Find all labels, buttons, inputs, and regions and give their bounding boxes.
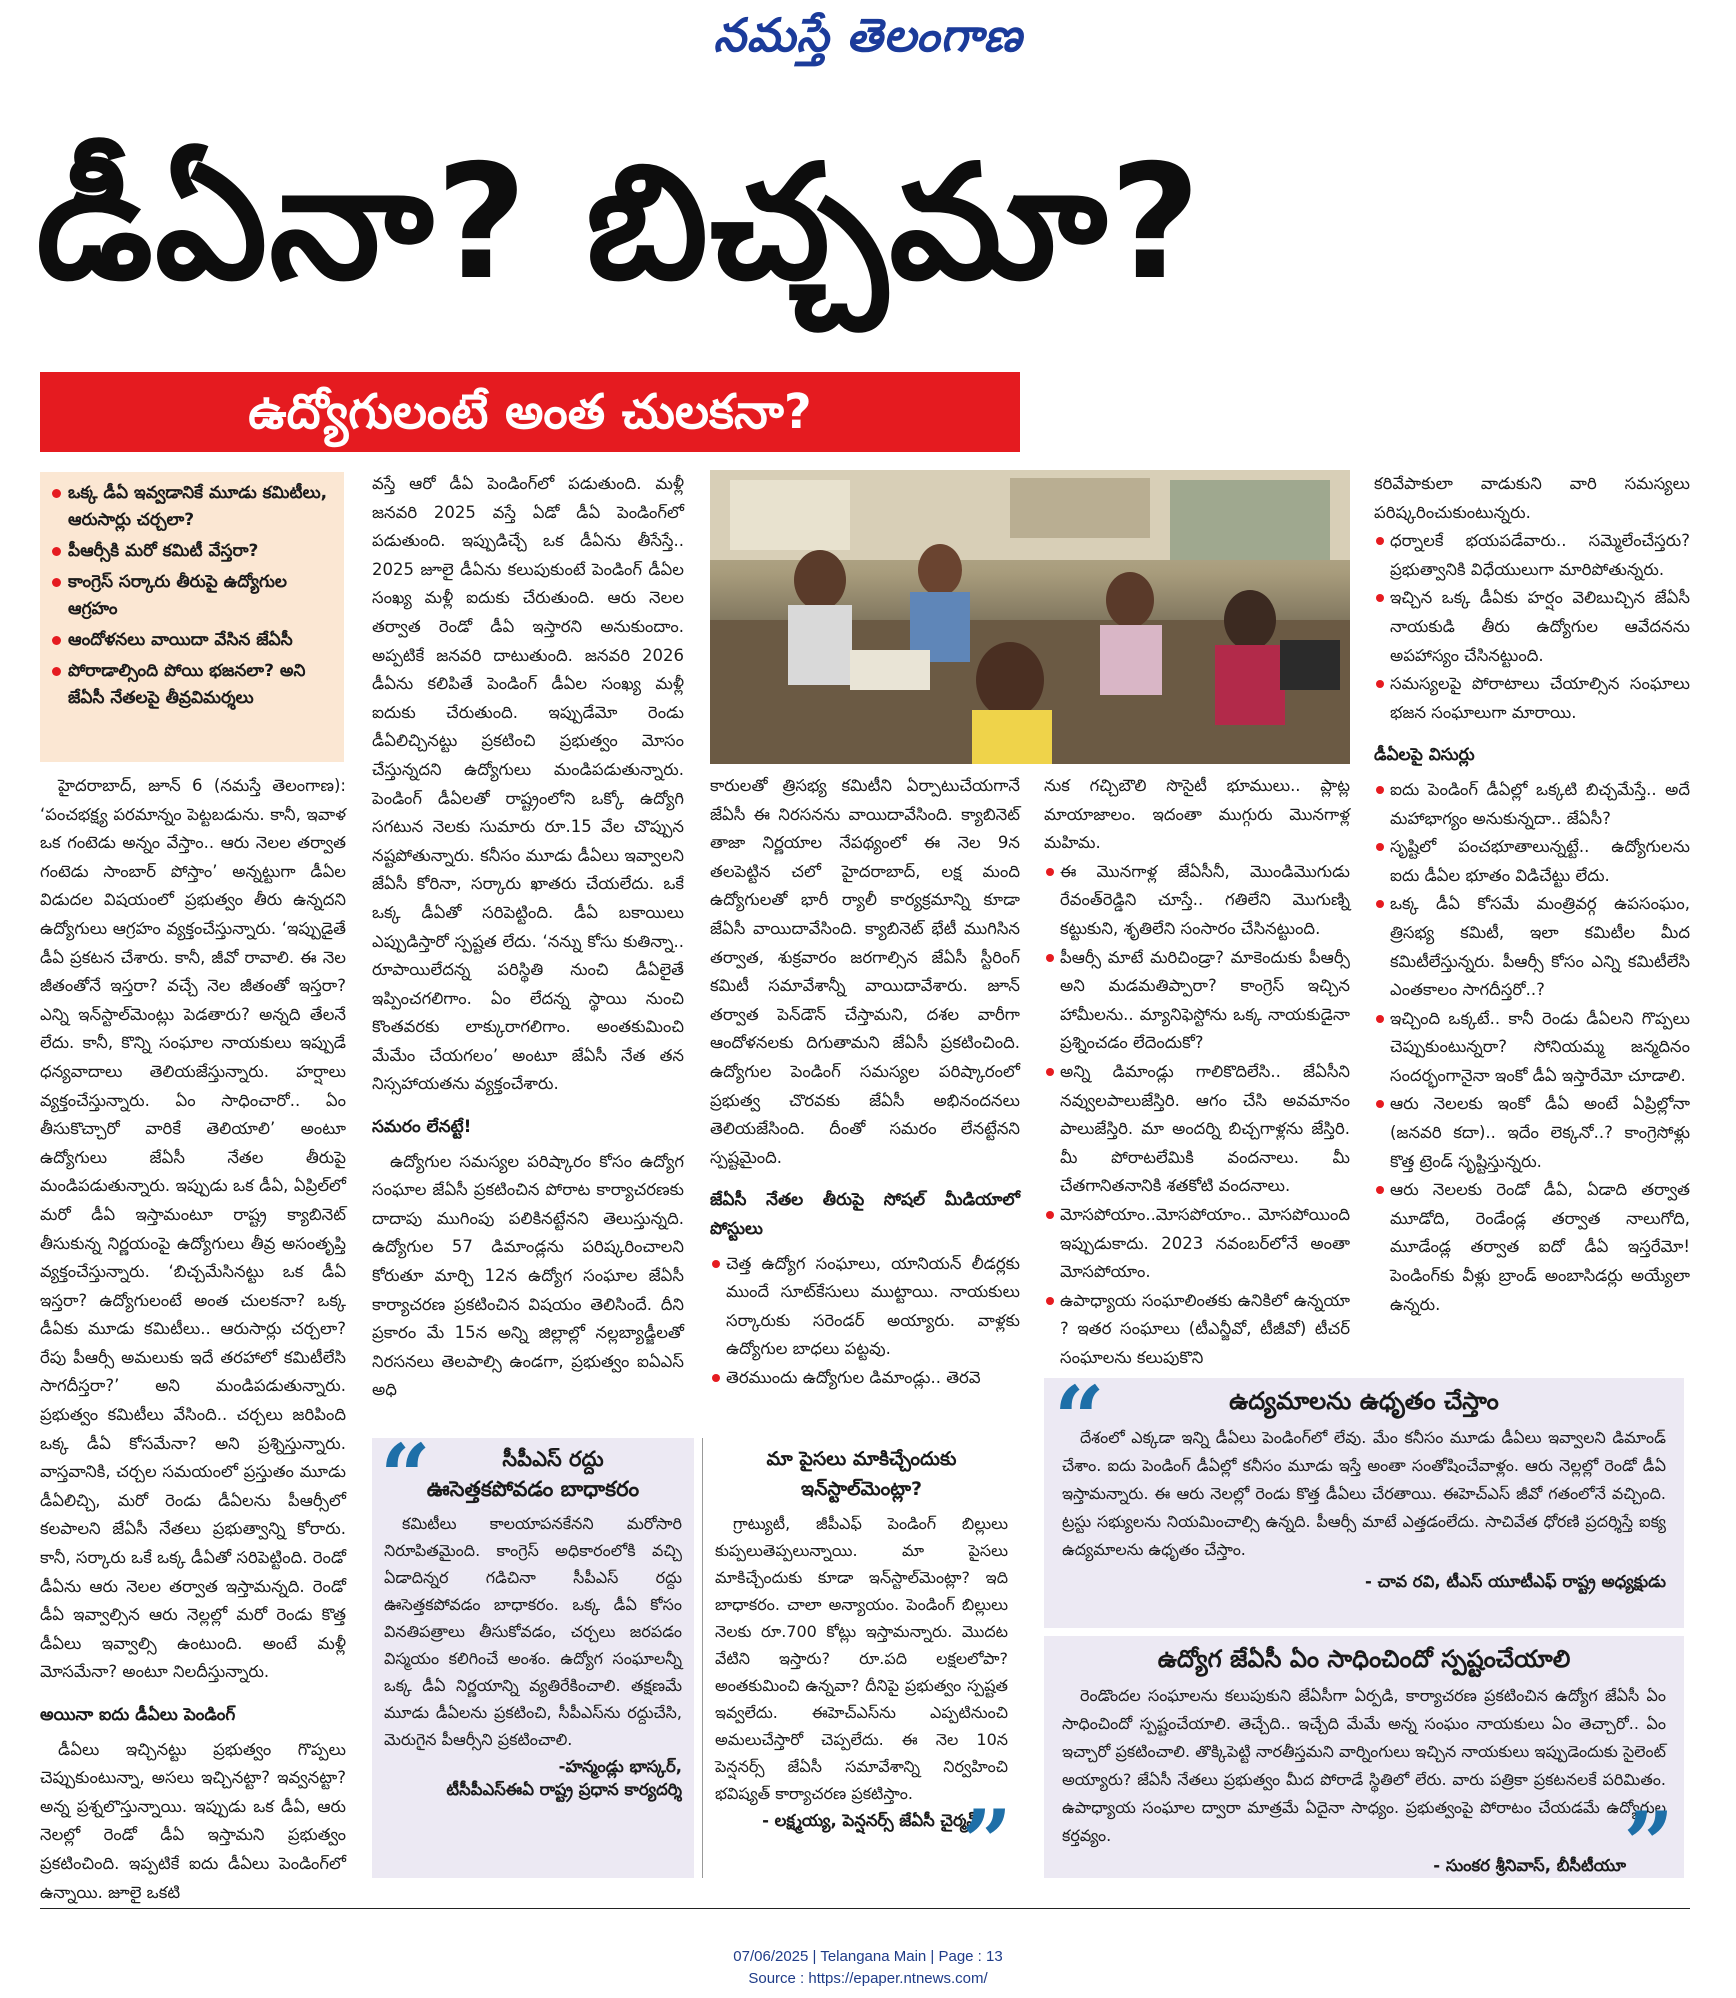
photo-illustration [710,470,1350,764]
footer-date-line: 07/06/2025 | Telangana Main | Page : 13 [733,1948,1003,1965]
bullet-item: అన్ని డిమాండ్లు గాలికొదిలేసి.. జేఏసీని నవ్వులపాలుజేస్తిరి. ఆగం చేసి అవమానం పాలుజేస్తిరి. మా అందర్ని బిచ్చగాళ్లను జేస్తిరి. మీ పోరాటలేమికి వందనాలు. మీ చేతగానితనానికి శతకోటి వందనాలు. [1044,1058,1350,1201]
highlight-item: ఆందోళనలు వాయిదా వేసిన జేఏసీ [50,627,334,654]
box-title: ఊసెత్తకపోవడం బాధాకరం [426,1477,640,1501]
office-employees-photo [710,470,1350,764]
highlight-item: పోరాడాల్సింది పోయి భజనలా? అని జేఏసీ నేతలపై తీవ్రవిమర్శలు [50,658,334,712]
section-heading: సమరం లేనట్టే! [372,1117,472,1138]
article-column-5 [1374,470,1690,1370]
bullet-item: ధర్నాలకే భయపడేవారు.. సమ్మెలేంచేస్తరు? ప్రభుత్వానికి విధేయులుగా మారిపోతున్నరు. [1374,527,1690,584]
article-paragraph: ఉద్యోగుల సమస్యల పరిష్కారం కోసం ఉద్యోగ సంఘాల జేఏసీ ప్రకటించిన పోరాట కార్యాచరణకు దాదాపు ముగింపు పలికినట్టేనని తెలుస్తున్నది. ఉద్యోగుల 57 డిమాండ్లను పరిష్కరించాలని కోరుతూ మార్చి 12న ఉద్యోగ సంఘాల జేఏసీ కార్యాచరణ ప్రకటించిన విషయం తెలిసిందే. దీని ప్రకారం మే 15న అన్ని జిల్లాల్లో నల్లబ్యాడ్జీలతో నిరసనలు తెలపాల్సి ఉండగా, ప్రభుత్వం ఐఏఎస్‌ అధి [372,1151,684,1400]
article-column-1 [40,772,346,1902]
box-signature: - సుంకర శ్రీనివాస్‌, బీసీటీయూ [1433,1856,1626,1875]
masthead: నమస్తే తెలంగాణ [713,8,1023,62]
bullet-item: ఇచ్చింది ఒక్కటే.. కానీ రెండు డీఏలని గొప్పలు చెప్పుకుంటున్నరా? సోనియమ్మ జన్మదినం సందర్భంగానైనా ఇంకో డీఏ ఇస్తారేమో చూడాలి. [1374,1005,1690,1091]
section-heading: అయినా ఐదు డీఏలు పెండింగ్‌ [40,1705,236,1725]
subheadline: ఉద్యోగులంటే అంత చులకనా? [40,372,1020,452]
box-title: ఉద్యోగ జేఏసీ ఏం సాధించిందో స్పష్టంచేయాలి [1157,1645,1571,1673]
article-paragraph: వస్తే ఆరో డీఏ పెండింగ్‌లో పడుతుంది. మళ్లీ జనవరి 2025 వస్తే ఏడో డీఏ పెండింగ్‌లో పడుతుంది. ఇప్పుడిచ్చే ఒక డీఏను తీసేస్తే.. 2025 జూలై డీఏను కలుపుకుంటే పెండింగ్‌ డీఏల సంఖ్య మళ్లీ ఐదుకు చేరుతుంది. ఆరు నెలల తర్వాత రెండో డీఏ ఇస్తారని అనుకుందాం. అప్పటికే జనవరి దాటుతుంది. జనవరి 2026 డీఏను కలిపితే పెండింగ్‌ డీఏల సంఖ్య మళ్లీ ఐదుకు చేరుతుంది. ఇప్పుడేమో రెండు డీఏలిచ్చినట్టు ప్రకటించి ప్రభుత్వం మోసం చేస్తున్నదని ఉద్యోగులు మండిపడుతున్నారు. పెండింగ్‌ డీఏలతో రాష్ట్రంలోని ఒక్కో ఉద్యోగి సగటున నెలకు సుమారు రూ.15 వేల చొప్పున నష్టపోతున్నారు. కనీసం మూడు డీఏలు ఇవ్వాలని జేఏసీ కోరినా, సర్కారు ఖాతరు చేయలేదు. ఒకే ఒక్క డీఏతో సరిపెట్టింది. డీఏ బకాయిలు ఎప్పుడిస్తారో స్పష్టత లేదు. ‘నన్ను కోసు కుతిన్నా.. రూపాయిలేదన్న పరిస్థితి నుంచి డీఏలైతే ఇప్పించగలిగాం. ఏం లేదన్న స్థాయి నుంచి కొంతవరకు లాక్కురాగలిగాం. అంతకుమించి మేమేం చేయగలం’ అంటూ జేఏసీ నేత తన నిస్సహాయతను వ్యక్తంచేశారు. [372,474,684,1094]
box-body [1062,1682,1666,1850]
box-title: సీపీఎస్‌ రద్దు [502,1447,604,1471]
box-title: ఉద్యమాలను ఉధృతం చేస్తాం [1229,1387,1499,1415]
article-paragraph: హైదరాబాద్‌, జూన్‌ 6 (నమస్తే తెలంగాణ): ‘పంచభక్ష్య పరమాన్నం పెట్టబడును. కానీ, ఇవాళ ఒక గంటెడు అన్నం వేస్తాం.. ఆరు నెలల తర్వాత గంటెడు సాంబార్‌ పోస్తాం’ అన్నట్టుగా డీఏల విడుదల విషయంలో ప్రభుత్వం తీరు ఉన్నదని ఉద్యోగులు ఆగ్రహం వ్యక్తంచేస్తున్నారు. ‘ఇప్పుడైతే డీఏ ప్రకటన చేశారు. కానీ, జీవో రావాలి. ఈ నెల జీతంతోనే ఇస్తరా? వచ్చే నెల జీతంతో ఇస్తరా? ఎన్ని ఇన్‌స్టాల్‌మెంట్లు పెడతారు? అన్నది తేలనే లేదు. కానీ, కొన్ని సంఘాల నాయకులు ఇప్పుడే ధన్యవాదాలు తెలియజేస్తున్నారు. హర్షాలు వ్యక్తంచేస్తున్నారు. ఏం సాధించారో.. ఏం తీసుకొచ్చారో వారికే తెలియాలి’ అంటూ ఉద్యోగులు జేఏసీ నేతల తీరుపై మండిపడుతున్నారు. ఇప్పుడు ఒక డీఏ, ఏప్రిల్‌లో మరో డీఏ ఇస్తామంటూ రాష్ట్ర క్యాబినెట్‌ తీసుకున్న నిర్ణయంపై ఉద్యోగులు తీవ్ర అసంతృప్తి వ్యక్తంచేస్తున్నారు. ‘బిచ్చమేసినట్టు ఒక డీఏ ఇస్తరా? ఉద్యోగులంటే అంత చులకనా? ఒక్క డీఏకు మూడు కమిటీలు.. ఆరుసార్లు చర్చలా? రేపు పీఆర్సీ అమలుకు ఇదే తరహాలో కమిటీలేసి సాగదీస్తరా?’ అని మండిపడుతున్నారు. ప్రభుత్వం కమిటీలు వేసింది.. చర్చలు జరిపింది ఒక్క డీఏ కోసమేనా? అని ప్రశ్నిస్తున్నారు. వాస్తవానికి, చర్చల సమయంలో ప్రస్తుతం మూడు డీఏలిచ్చి, మరో రెండు డీఏలను పీఆర్సీలో కలపాలని జేఏసీ నేతలు ప్రభుత్వాన్ని కోరారు. కానీ, సర్కారు ఒకే ఒక్క డీఏతో సరిపెట్టింది. రెండో డీఏను ఆరు నెలల తర్వాత ఇస్తామన్నది. రెండో డీఏ ఇవ్వాల్సిన ఆరు నెల్లల్లో మరో రెండు కొత్త డీఏలు ఇవ్వాల్సి ఉంటుంది. అంటే మళ్లీ మోసమేనా? అంటూ నిలదీస్తున్నారు. [40,776,346,1682]
article-column-4 [1044,772,1350,1372]
article-column-3 [710,772,1020,1420]
quote-box-utf [1044,1366,1684,1628]
highlight-item: ఒక్క డీఏ ఇవ్వడానికే మూడు కమిటీలు, ఆరుసార్లు చర్చలా? [50,480,334,534]
box-signature: - లక్ష్మయ్య, పెన్షనర్స్‌ జేఏసీ చైర్మన్‌ [762,1811,978,1830]
box-title: ఇన్‌స్టాల్‌మెంట్లా? [800,1478,922,1500]
quote-box-cps [372,1424,694,1878]
close-quote-icon: ” [961,1790,1012,1894]
box-paragraph: కమిటీలు కాలయాపనకేనని మరోసారి నిరూపితమైంది. కాంగ్రెస్‌ అధికారంలోకి వచ్చి ఏడాదిన్నర గడిచినా సీపీఎస్‌ రద్దు ఊసెత్తకపోవడం బాధాకరం. ఒక్క డీఏ కోసం వినతిపత్రాలు తీసుకోవడం, చర్చలు జరపడం విస్మయం కలిగించే అంశం. ఉద్యోగ సంఘాలన్నీ ఒక్క డీఏ నిర్ణయాన్ని వ్యతిరేకించాలి. తక్షణమే మూడు డీఏలను ప్రకటించి, సీపీఎస్‌ను రద్దుచేసి, మెరుగైన పీఆర్సీని ప్రకటించాలి. [384,1514,682,1749]
open-quote-icon: “ [380,1424,431,1528]
bullet-item: సృష్టిలో పంచభూతాలున్నట్టే.. ఉద్యోగులను ఐదు డీఏల భూతం విడిచేట్టు లేదు. [1374,833,1690,890]
box-body [715,1510,1008,1807]
bullet-item: ఆరు నెలలకు రెండో డీఏ, ఏడాది తర్వాత మూడోది, రెండేండ్ల తర్వాత నాలుగోది, మూడేండ్ల తర్వాత ఐదో డీఏ ఇస్తరేమో! పెండింగ్‌కు వీళ్లు బ్రాండ్‌ అంబాసిడర్లు అయ్యేలా ఉన్నరు. [1374,1176,1690,1319]
highlight-item: పీఆర్సీకి మరో కమిటీ వేస్తరా? [50,538,334,565]
box-signature: -హన్మండ్లు భాస్కర్‌, [558,1757,682,1776]
bullet-item: ఈ మొనగాళ్ల జేఏసీనీ, మొండిమొగుడు రేవంత్‌రెడ్డిని చూస్తే.. గతిలేని మొగుణ్ని కట్టుకుని, శృతిలేని సంసారం చేసినట్టుంది. [1044,858,1350,944]
highlights-list [50,480,334,712]
close-quote-icon: ” [1623,1792,1674,1896]
open-quote-icon: “ [1054,1366,1105,1470]
highlight-item: కాంగ్రెస్‌ సర్కారు తీరుపై ఉద్యోగుల ఆగ్రహం [50,569,334,623]
box-paragraph: దేశంలో ఎక్కడా ఇన్ని డీఏలు పెండింగ్‌లో లేవు. మేం కనీసం మూడు డీఏలు ఇవ్వాలని డిమాండ్‌ చేశాం. ఐదు పెండింగ్‌ డీఏల్లో కనీసం మూడు ఇస్తే అంతా సంతోషించేవాళ్లం. ఆరు నెల్లల్లో రెండో డీఏ ఇస్తామన్నారు. ఈ ఆరు నెలల్లో రెండు కొత్త డీఏలు చేరతాయి. ఈహెచ్‌ఎస్‌ జీవో గతంలోనే వచ్చింది. ట్రస్టు సభ్యులను నియమించాల్సి ఉన్నది. పీఆర్సీ మాటే ఎత్తడంలేదు. సాచివేత ధోరణి ప్రదర్శిస్తే ఐక్య ఉద్యమాలను ఉధృతం చేస్తాం. [1062,1428,1666,1559]
headline: డీఏనా? బిచ్చమా? [36,131,1203,315]
highlights-box [40,472,344,762]
quote-box-pensioners [702,1438,1020,1894]
box-signature: టీసీపీఎస్‌ఈఏ రాష్ట్ర ప్రధాన కార్యదర్శి [446,1780,682,1799]
box-signature: - చావ రవి, టీఎస్‌ యూటీఎఫ్‌ రాష్ట్ర అధ్యక్షుడు [1365,1572,1666,1591]
box-paragraph: గ్రాట్యుటీ, జీపీఎఫ్‌ పెండింగ్‌ బిల్లులు కుప్పలుతెప్పలున్నాయి. మా పైసలు మాకిచ్చేందుకు కూడా ఇన్‌స్టాల్‌మెంట్లా? ఇది బాధాకరం. చాలా అన్యాయం. పెండింగ్‌ బిల్లులు నెలకు రూ.700 కోట్లు ఇస్తామన్నారు. మొదట వేటిని ఇస్తారు? రూ.పది లక్షలలోపా? అంతకుమించి ఉన్నవా? దీనిపై ప్రభుత్వం స్పష్టత ఇవ్వలేదు. ఈహెచ్‌ఎస్‌ను ఎప్పటినుంచి అమలుచేస్తారో చెప్పలేదు. ఈ నెల 10న పెన్షనర్స్‌ జేఏసీ సమావేశాన్ని నిర్వహించి భవిష్యత్‌ కార్యాచరణ ప్రకటిస్తాం. [715,1514,1008,1803]
box-body [1062,1424,1666,1564]
box-title: మా పైసలు మాకిచ్చేందుకు [766,1448,957,1470]
bullet-item: మోసపోయాం..మోసపోయాం.. మోసపోయింది ఇప్పుడుకాదు. 2023 నవంబర్‌లోనే అంతా మోసపోయాం. [1044,1201,1350,1287]
bullet-item: తెరముందు ఉద్యోగుల డిమాండ్లు.. తెరవె [710,1364,1020,1393]
bullet-item: ఇచ్చిన ఒక్క డీఏకు హర్షం వెలిబుచ్చిన జేఏసీ నాయకుడి తీరు ఉద్యోగుల ఆవేదనను అపహాస్యం చేసినట్టుంది. [1374,584,1690,670]
page-divider [40,1908,1690,1909]
box-body [384,1510,682,1753]
article-paragraph: కరివేపాకులా వాడుకుని వారి సమస్యలు పరిష్కరించుకుంటున్నరు. [1374,474,1690,522]
article-paragraph: నుక గచ్చిబౌలి సొసైటీ భూములు.. ప్లాట్ల మాయాజాలం. ఇదంతా ముగ్గురు మొనగాళ్ల మహిమ. [1044,776,1350,853]
article-column-2 [372,470,684,1420]
footer-source-link[interactable]: Source : https://epaper.ntnews.com/ [748,1970,988,1987]
box-paragraph: రెండొందల సంఘాలను కలుపుకుని జేఏసీగా ఏర్పడి, కార్యాచరణ ప్రకటించిన ఉద్యోగ జేఏసీ ఏం సాధించిందో స్పష్టంచేయాలి. తెచ్చేది.. ఇచ్చేది మేమే అన్న సంఘం నాయకులు ఏం తెచ్చారో.. ఏం ఇచ్చారో ప్రకటించాలి. తొక్కిపెట్టి నారతీస్తమని వార్నింగులు ఇచ్చిన నాయకులు ఇప్పుడెందుకు సైలెంట్‌ అయ్యారు? జేఏసీ నేతలు ప్రభుత్వం మీద పోరాడే స్థితిలో లేరు. వారు పత్రికా ప్రకటనలకే పరిమితం. ఉపాధ్యాయ సంఘాల ద్వారా మాత్రమే ఏదైనా సాధ్యం. ప్రభుత్వంపై పోరాటం చేయడమే ఉద్యోగుల కర్తవ్యం. [1062,1686,1666,1845]
section-heading: జేఏసీ నేతల తీరుపై సోషల్‌ మీడియాలో పోస్టులు [710,1190,1020,1239]
section-heading: డీఏలపై విసుర్లు [1374,745,1475,766]
bullet-item: ఆరు నెలలకు ఇంకో డీఏ అంటే ఏప్రిల్లోనా (జనవరి కదా).. ఇదేం లెక్కనో..? కాంగ్రెసోళ్లు కొత్త ట్రెండ్‌ సృష్టిస్తున్నరు. [1374,1090,1690,1176]
bullet-item: చెత్త ఉద్యోగ సంఘాలు, యానియన్‌ లీడర్లకు ముందే సూట్‌కేసులు ముట్టాయి. నాయకులు సర్కారుకు సరెండర్‌ అయ్యారు. వాళ్లకు ఉద్యోగుల బాధలు పట్టవు. [710,1250,1020,1364]
bullet-item: ఐదు పెండింగ్‌ డీఏల్లో ఒక్కటి బిచ్చమేస్తే.. అదే మహాభాగ్యం అనుకున్నదా.. జేఏసీ? [1374,776,1690,833]
bullet-item: ఒక్క డీఏ కోసమే మంత్రివర్గ ఉపసంఘం, త్రిసభ్య కమిటీ, ఇలా కమిటీల మీద కమిటీలేస్తున్నరు. పీఆర్సీ కోసం ఎన్ని కమిటీలేసి ఎంతకాలం సాగదీస్తరో..? [1374,890,1690,1004]
bullet-item: ఉపాధ్యాయ సంఘాలింతకు ఉనికిలో ఉన్నయా ? ఇతర సంఘాలు (టీఎన్జీవో, టీజీవో) టీచర్‌ సంఘాలను కలుపుకొని [1044,1287,1350,1373]
bullet-item: పీఆర్సీ మాటే మరిచిండ్రా? మాకెందుకు పీఆర్సీ అని మడమతిప్పారా? కాంగ్రెస్‌ ఇచ్చిన హామీలను.. మ్యానిఫెస్టోను ఒక్క నాయకుడైనా ప్రశ్నించడం లేదెందుకో? [1044,944,1350,1058]
bullet-item: సమస్యలపై పోరాటాలు చేయాల్సిన సంఘాలు భజన సంఘాలుగా మారాయి. [1374,670,1690,727]
article-paragraph: కారులతో త్రిసభ్య కమిటీని ఏర్పాటుచేయగానే జేఏసీ ఈ నిరసనను వాయిదావేసింది. క్యాబినెట్‌ తాజా నిర్ణయాల నేపథ్యంలో ఈ నెల 9న తలపెట్టిన చలో హైదరాబాద్‌, లక్ష మంది ఉద్యోగులతో భారీ ర్యాలీ కార్యక్రమాన్ని కూడా జేఏసీ వాయిదావేసింది. క్యాబినెట్‌ భేటీ ముగిసిన తర్వాత, శుక్రవారం జరగాల్సిన జేఏసీ స్టీరింగ్‌ కమిటీ సమావేశాన్నీ వాయిదావేశారు. జూన్‌ తర్వాత పెన్‌డౌన్‌ చేస్తామని, దశల వారీగా ఆందోళనలకు దిగుతామని జేఏసీ ప్రకటించింది. ఉద్యోగుల పెండింగ్‌ సమస్యల పరిష్కారంలో ప్రభుత్వ చొరవకు జేఏసీ అభినందనలు తెలియజేసింది. దీంతో సమరం లేనట్టేనని స్పష్టమైంది. [710,776,1020,1167]
quote-box-bctu [1044,1636,1684,1896]
article-paragraph: డీఏలు ఇచ్చినట్టు ప్రభుత్వం గొప్పలు చెప్పుకుంటున్నా, అసలు ఇచ్చినట్టా? ఇవ్వనట్టా? అన్న ప్రశ్నలొస్తున్నాయి. ఇప్పుడు ఒక డీఏ, ఆరు నెలల్లో రెండో డీఏ ఇస్తామని ప్రభుత్వం ప్రకటించింది. ఇప్పటికే ఐదు డీఏలు పెండింగ్‌లో ఉన్నాయి. జూలై ఒకటి [40,1739,346,1902]
